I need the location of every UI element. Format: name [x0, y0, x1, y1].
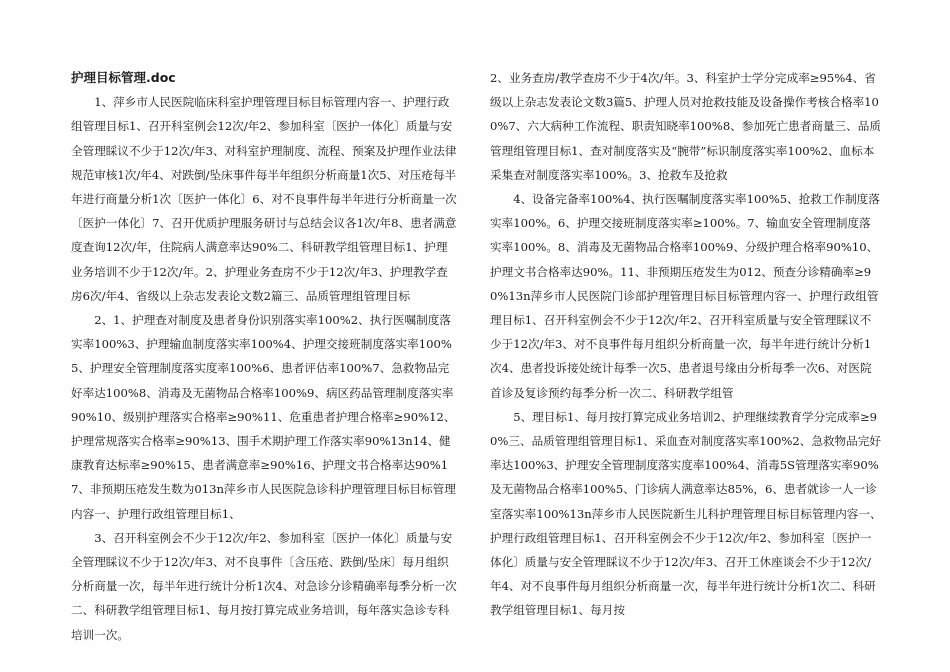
- document-title: 护理目标管理.doc: [71, 70, 176, 85]
- right-column: [490, 66, 882, 623]
- paragraph: 5、理目标1、每月按打算完成业务培训2、护理继续教育学分完成率≥90%三、品质管理组管理目标1、采血查对制度落实率100%2、急救物品完好率达100%3、护理安全管理制度落实度率100%4、消毒5S管理落实率90%及无菌物品合格率100%5、门诊病人满意率达85%，6、患者就诊一人一诊室落实率100%13n萍乡市人民医院新生儿科护理管理目标目标管理内容一、护理行政组管理目标1、召开科室例会不少于12次/年2、参加科室〔医护一体化〕质量与安全管理睬议不少于12次/年3、召开工休座谈会不少于12次/年4、对不良事件每月组织分析商量一次，每半年进行统计分析1次二、科研教学组管理目标1、每月按: [490, 409, 882, 618]
- paragraph: 2、1、护理查对制度及患者身份识别落实率100%2、执行医嘱制度落实率100%3、护理输血制度落实率100%4、护理交接班制度落实率100%5、护理安全管理制度落实度率100%6、患者评估率100%7、急救物品完好率达100%8、消毒及无菌物品合格率100%9、病区药品管理制度落实率90%10、级别护理落实合格率≥90%11、危重患者护理合格率≥90%12、护理常规落实合格率≥90%13、围手术期护理工作落实率90%13n14、健康教育达标率≥90%15、患者满意率≥90%16、护理文书合格率达90%17、非预期压疮发生数为013n萍乡市人民医院急诊科护理管理目标目标管理内容一、护理行政组管理目标1、: [71, 313, 456, 521]
- paragraph: 1、萍乡市人民医院临床科室护理管理目标目标管理内容一、护理行政组管理目标1、召开科室例会12次/年2、参加科室〔医护一体化〕质量与安全管理睬议不少于12次/年3、对科室护理制度、流程、预案及护理作业法律规范审核1次/年4、对跌倒/坠床事件每半年组织分析商量1次5、对压疮每半年进行商量分析1次〔医护一体化〕6、对不良事件每半年进行分析商量一次〔医护一体化〕7、召开优质护理服务研讨与总结会议各1次/年8、患者满意度查询12次/年，住院病人满意率达90%二、科研教学组管理目标1、护理业务培训不少于12次/年。2、护理业务查房不少于12次/年3、护理教学查房6次/年4、省级以上杂志发表论文数2篇三、品质管理组管理目标: [71, 95, 457, 303]
- paragraph: 4、设备完备率100%4、执行医嘱制度落实率100%5、抢救工作制度落实率100%。6、护理交接班制度落实率≥100%。7、输血安全管理制度落实率100%。8、消毒及无菌物品合格率100%9、分级护理合格率90%10、护理文书合格率达90%。11、非预期压疮发生为012、预查分诊精确率≥90%13n萍乡市人民医院门诊部护理管理目标目标管理内容一、护理行政组管理目标1、召开科室例会不少于12次/年2、召开科室质量与安全管理睬议不少于12次/年3、对不良事件每月组织分析商量一次，每半年进行统计分析1次4、患者投诉接处统计每季一次5、患者退号缘由分析每季一次6、对医院首诊及复诊预约每季分析一次二、科研教学组管: [490, 192, 880, 400]
- left-column: [71, 66, 459, 647]
- paragraph: 3、召开科室例会不少于12次/年2、参加科室〔医护一体化〕质量与安全管理睬议不少于12次/年3、对不良事件〔含压疮、跌倒/坠床〕每月组织分析商量一次，每半年进行统计分析1次4、对急诊分诊精确率每季分析一次二、科研教学组管理目标1、每月按打算完成业务培训，每年落实急诊专科培训一次。: [71, 530, 457, 642]
- paragraph: 2、业务查房/教学查房不少于4次/年。3、科室护士学分完成率≥95%4、省级以上杂志发表论文数3篇5、护理人员对抢救技能及设备操作考核合格率100%7、六大病种工作流程、职责知晓率100%8、参加死亡患者商量三、品质管理组管理目标1、查对制度落实及“腕带”标识制度落实率100%2、血标本采集查对制度落实率100%。3、抢救车及抢救: [490, 71, 881, 182]
